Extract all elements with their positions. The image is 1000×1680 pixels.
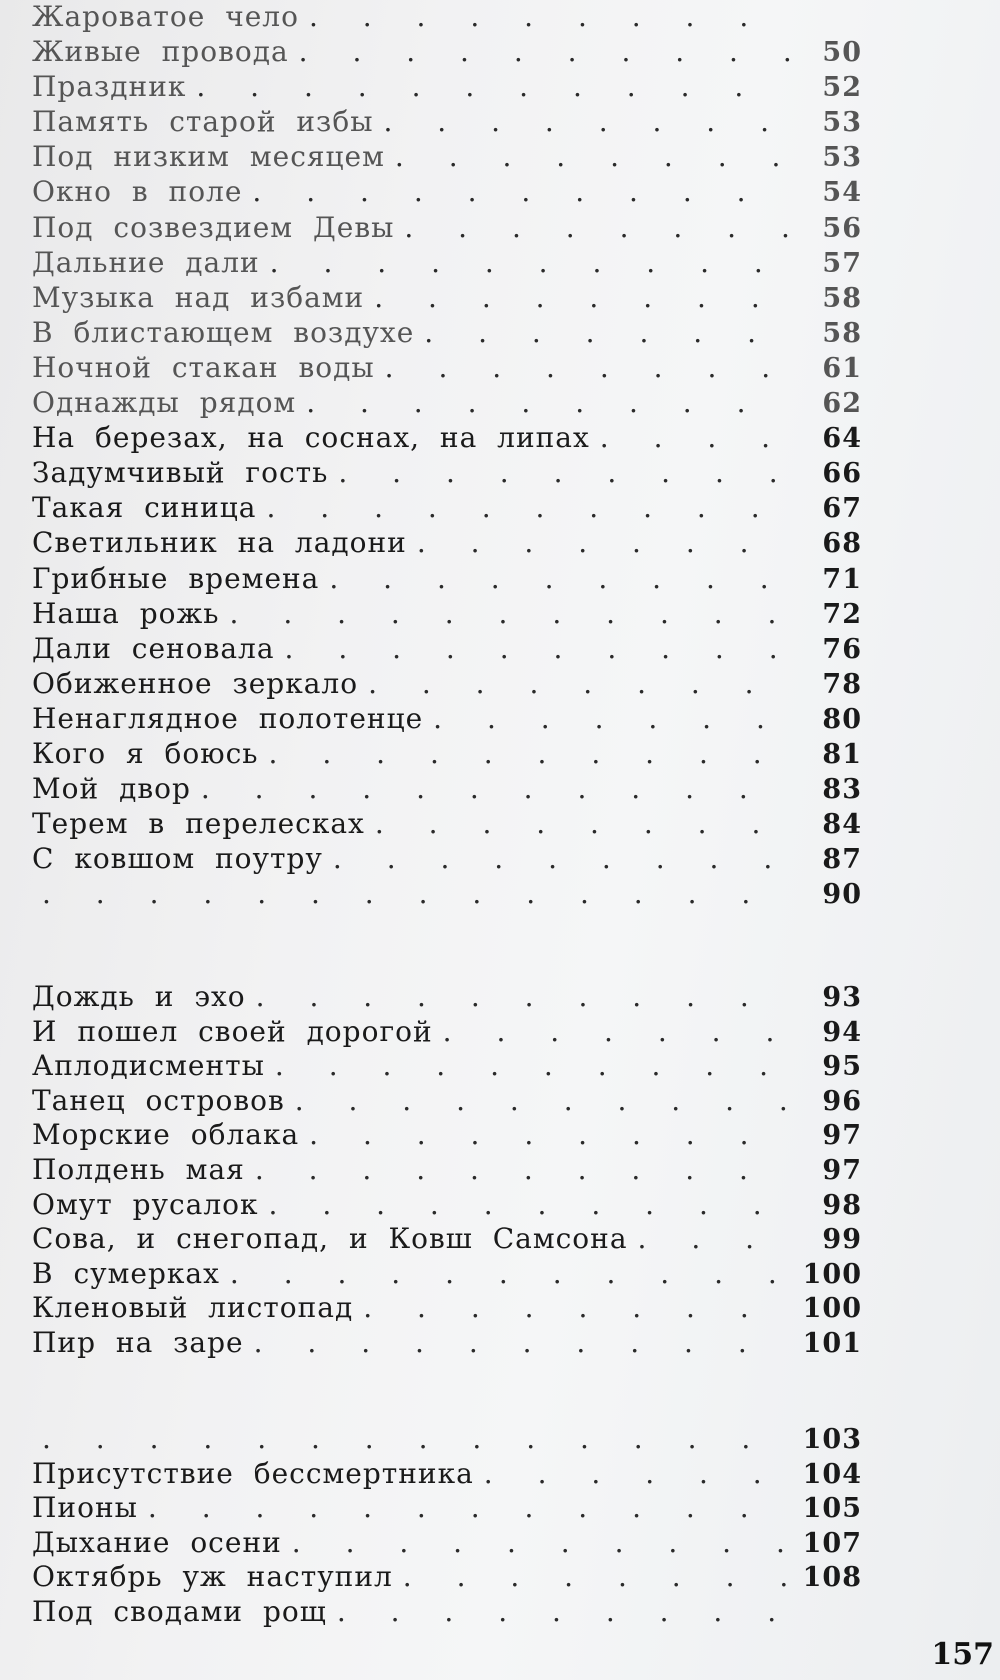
- toc-entry-page-number: 96: [822, 1085, 862, 1117]
- toc-entry-title: Жароватое чело: [32, 0, 299, 33]
- toc-entry-title: Октябрь уж наступил: [32, 1560, 393, 1594]
- dot-leader: [285, 632, 790, 665]
- toc-entry: [32, 1560, 862, 1595]
- toc-entry: [32, 667, 862, 702]
- toc-entry-title: В блистающем воздухе: [32, 315, 415, 349]
- dot-leader: [403, 1560, 790, 1593]
- toc-entry-title: Кленовый листопад: [32, 1291, 354, 1325]
- toc-entry-title: Ненаглядное полотенце: [32, 701, 424, 735]
- toc-entry: [32, 1118, 862, 1153]
- toc-entry: [32, 386, 862, 421]
- toc-entry-page-number: 108: [802, 1562, 862, 1594]
- toc-entry-page-number: 95: [822, 1051, 862, 1083]
- toc-entry: [32, 807, 862, 842]
- toc-section-2: [32, 980, 862, 1361]
- toc-entry: [32, 140, 862, 175]
- toc-entry: [32, 1326, 862, 1361]
- toc-entry: [32, 246, 862, 281]
- toc-entry: [32, 562, 862, 597]
- toc-entry-page-number: 90: [822, 879, 862, 911]
- toc-entry: [32, 175, 862, 210]
- toc-entry-title: Танец островов: [32, 1083, 285, 1117]
- toc-entry-title: Морские облака: [32, 1118, 300, 1152]
- toc-entry-page-number: 62: [822, 388, 862, 420]
- dot-leader: [269, 1188, 790, 1221]
- dot-leader: [404, 211, 790, 244]
- dot-leader: [42, 877, 790, 910]
- toc-entry-title: Обиженное зеркало: [32, 666, 359, 700]
- toc-entry: [32, 1526, 862, 1561]
- toc-entry-page-number: 98: [822, 1189, 862, 1221]
- toc-entry: [32, 526, 862, 561]
- toc-entry-title: Задумчивый гость: [32, 456, 329, 490]
- toc-entry: [32, 281, 862, 316]
- toc-entry-title: Под низким месяцем: [32, 140, 385, 174]
- toc-entry: [32, 1084, 862, 1119]
- toc-entry-page-number: 80: [822, 703, 862, 735]
- toc-entry: [32, 1291, 862, 1326]
- toc-entry: [32, 877, 862, 912]
- dot-leader: [395, 140, 790, 173]
- toc-section-3: [32, 1422, 862, 1630]
- toc-entry-page-number: 64: [822, 423, 862, 455]
- toc-entry-title: Под созвездием Девы: [32, 210, 395, 244]
- dot-leader: [267, 491, 791, 524]
- toc-entry-title: Дали сеновала: [32, 631, 275, 665]
- toc-entry: [32, 105, 862, 140]
- toc-entry-page-number: 97: [822, 1120, 862, 1152]
- toc-entry-title: Омут русалок: [32, 1187, 259, 1221]
- toc-entry: [32, 842, 862, 877]
- dot-leader: [299, 35, 790, 68]
- toc-entry: [32, 772, 862, 807]
- toc-entry-title: Под сводами рощ: [32, 1594, 327, 1628]
- toc-entry: [32, 351, 862, 386]
- toc-entry-page-number: 57: [822, 247, 862, 279]
- toc-entry-page-number: 100: [802, 1258, 862, 1290]
- dot-leader: [375, 807, 790, 840]
- dot-leader: [270, 246, 790, 279]
- dot-leader: [252, 175, 790, 208]
- toc-entry-title: Однажды рядом: [32, 386, 297, 420]
- toc-entry-title: Дыхание осени: [32, 1525, 282, 1559]
- toc-entry-title: Такая синица: [32, 491, 257, 525]
- toc-entry-title: Присутствие бессмертника: [32, 1456, 474, 1490]
- toc-entry: [32, 737, 862, 772]
- toc-entry-page-number: 61: [822, 352, 862, 384]
- dot-leader: [363, 1291, 790, 1324]
- dot-leader: [433, 702, 790, 735]
- toc-entry-page-number: 99: [822, 1224, 862, 1256]
- toc-entry-page-number: 58: [822, 282, 862, 314]
- toc-entry: [32, 1188, 862, 1223]
- toc-entry: [32, 1595, 862, 1630]
- dot-leader: [201, 772, 790, 805]
- toc-entry-page-number: 105: [802, 1493, 862, 1525]
- dot-leader: [385, 351, 790, 384]
- toc-entry: [32, 421, 862, 456]
- toc-entry-page-number: 101: [802, 1327, 862, 1359]
- toc-entry-title: Пионы: [32, 1491, 138, 1525]
- dot-leader: [309, 0, 790, 33]
- dot-leader: [148, 1491, 790, 1524]
- toc-entry-page-number: 53: [822, 107, 862, 139]
- toc-entry-page-number: 72: [822, 598, 862, 630]
- dot-leader: [424, 316, 790, 349]
- toc-entry-title: Полдень мая: [32, 1152, 245, 1186]
- toc-entry-title: Мой двор: [32, 772, 191, 806]
- toc-entry-title: Праздник: [32, 70, 187, 104]
- toc-entry-page-number: 66: [822, 458, 862, 490]
- dot-leader: [275, 1049, 790, 1082]
- toc-entry: [32, 1049, 862, 1084]
- toc-entry-page-number: 68: [822, 528, 862, 560]
- toc-entry-page-number: 97: [822, 1154, 862, 1186]
- dot-leader: [338, 456, 790, 489]
- dot-leader: [329, 562, 790, 595]
- dot-leader: [600, 421, 790, 454]
- toc-entry-title: С ковшом поутру: [32, 842, 323, 876]
- dot-leader: [230, 597, 790, 630]
- toc-entry: [32, 491, 862, 526]
- toc-entry: [32, 456, 862, 491]
- toc-entry-page-number: 103: [802, 1424, 862, 1455]
- toc-entry-title: Живые провода: [32, 35, 289, 69]
- dot-leader: [306, 386, 790, 419]
- dot-leader: [443, 1015, 790, 1048]
- toc-entry-title: Наша рожь: [32, 596, 220, 630]
- dot-leader: [255, 1153, 790, 1186]
- toc-entry-title: Светильник на ладони: [32, 526, 407, 560]
- toc-entry-page-number: 54: [822, 177, 862, 209]
- toc-entry-title: Пир на заре: [32, 1325, 244, 1359]
- toc-entry-title: На березах, на соснах, на липах: [32, 421, 590, 455]
- toc-entry-title: Грибные времена: [32, 561, 320, 595]
- dot-leader: [256, 980, 790, 1013]
- toc-entry-title: Музыка над избами: [32, 280, 365, 314]
- toc-entry: [32, 632, 862, 667]
- toc-entry-page-number: 71: [822, 563, 862, 595]
- dot-leader: [254, 1326, 790, 1359]
- toc-entry-page-number: 56: [822, 212, 862, 244]
- dot-leader: [638, 1222, 790, 1255]
- toc-entry-title: Память старой избы: [32, 105, 374, 139]
- toc-entry-page-number: 67: [822, 493, 862, 525]
- toc-entry: [32, 316, 862, 351]
- dot-leader: [196, 70, 790, 103]
- toc-entry: [32, 1257, 862, 1292]
- toc-entry-title: Окно в поле: [32, 175, 243, 209]
- toc-entry-title: Дальние дали: [32, 245, 260, 279]
- toc-entry: [32, 1015, 862, 1050]
- toc-entry: [32, 70, 862, 105]
- toc-entry-title: В сумерках: [32, 1256, 220, 1290]
- toc-entry-page-number: 78: [822, 668, 862, 700]
- page-number-folio: 157: [931, 1637, 994, 1672]
- dot-leader: [230, 1257, 790, 1290]
- toc-entry: [32, 35, 862, 70]
- dot-leader: [269, 737, 790, 770]
- toc-entry-page-number: 52: [822, 72, 862, 104]
- toc-entry-title: Терем в перелесках: [32, 807, 365, 841]
- toc-entry-page-number: 58: [822, 317, 862, 349]
- toc-entry-page-number: 100: [802, 1293, 862, 1325]
- toc-entry: [32, 0, 862, 35]
- toc-entry: [32, 597, 862, 632]
- toc-entry-page-number: 53: [822, 142, 862, 174]
- toc-entry-page-number: 83: [822, 774, 862, 806]
- toc-entry-page-number: 87: [822, 844, 862, 876]
- toc-entry: [32, 1222, 862, 1257]
- toc-entry: [32, 980, 862, 1015]
- toc-entry-page-number: 76: [822, 633, 862, 665]
- toc-entry: [32, 1422, 862, 1457]
- toc-entry-page-number: 94: [822, 1016, 862, 1048]
- toc-entry-page-number: 104: [802, 1458, 862, 1490]
- dot-leader: [42, 1422, 790, 1455]
- toc-entry: [32, 1491, 862, 1526]
- dot-leader: [374, 281, 790, 314]
- toc-entry-page-number: 81: [822, 738, 862, 770]
- dot-leader: [383, 105, 790, 138]
- toc-entry-page-number: 93: [822, 982, 862, 1013]
- toc-entry-title: Аплодисменты: [32, 1049, 265, 1083]
- toc-section-1: [32, 0, 862, 912]
- dot-leader: [333, 842, 790, 875]
- dot-leader: [368, 667, 790, 700]
- toc-entry-page-number: 107: [802, 1527, 862, 1559]
- toc-entry-title: Сова, и снегопад, и Ковш Самсона: [32, 1222, 628, 1256]
- dot-leader: [292, 1526, 790, 1559]
- dot-leader: [295, 1084, 790, 1117]
- toc-entry-page-number: 84: [822, 809, 862, 841]
- toc-entry: [32, 211, 862, 246]
- dot-leader: [484, 1457, 790, 1490]
- toc-entry-title: Ночной стакан воды: [32, 350, 375, 384]
- toc-entry-title: Кого я боюсь: [32, 736, 259, 770]
- toc-entry: [32, 1457, 862, 1492]
- toc-entry-title: И пошел своей дорогой: [32, 1014, 433, 1048]
- dot-leader: [337, 1595, 790, 1628]
- dot-leader: [417, 526, 790, 559]
- toc-entry: [32, 702, 862, 737]
- toc-entry-page-number: 50: [822, 37, 862, 69]
- toc-entry-title: Дождь и эхо: [32, 980, 246, 1013]
- toc-entry: [32, 1153, 862, 1188]
- dot-leader: [309, 1118, 790, 1151]
